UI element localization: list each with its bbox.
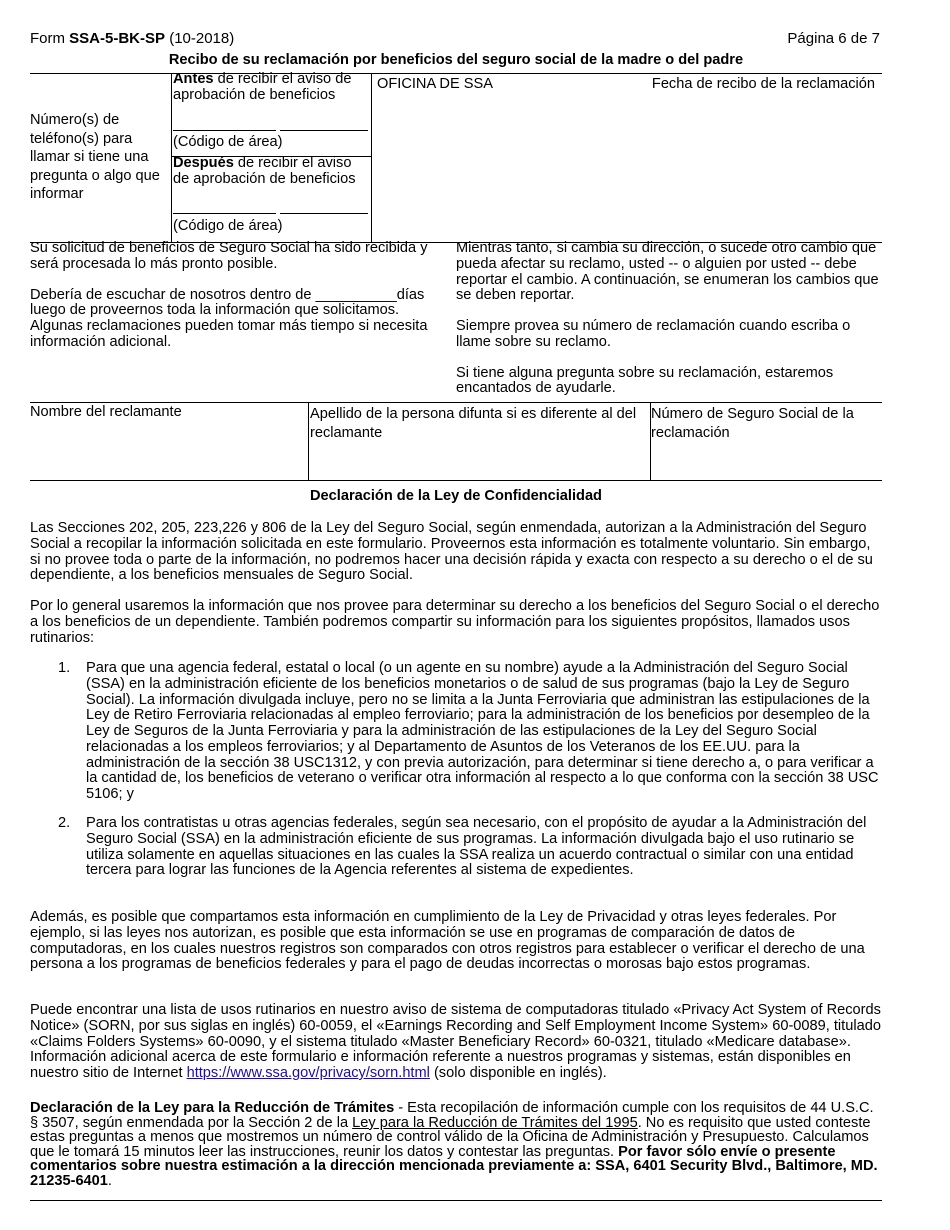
sorn-tail: (solo disponible en inglés).: [429, 1065, 607, 1081]
paperwork-text-2: . No es requisito que usted conteste estas preguntas a menos que mostremos un número de control válido de la Oficina de Administración y Presupuesto. Calculamos que le tomará 15 minutos leer las instrucciones, reunir los datos y contestar las preguntas.: [30, 1114, 871, 1160]
claimant-name-field[interactable]: [30, 405, 305, 421]
received-text: Su solicitud de beneficios de Seguro Social ha sido recibida y será procesada lo más pronto posible.: [30, 240, 428, 272]
list-number: 2.: [58, 815, 71, 831]
list-number: 1.: [58, 660, 71, 676]
phone-blank: [280, 200, 368, 214]
privacy-paragraph-2: Por lo general usaremos la información que nos provee para determinar su derecho a los beneficios del Seguro Social o el derecho a los beneficios de un dependiente. También podremos compartir su información para los siguientes propósitos, llamados usos rutinarios:: [30, 598, 880, 646]
questions-text: Si tiene alguna pregunta sobre su reclamación, estaremos encantados de ayudarle.: [456, 364, 834, 397]
form-prefix: Form: [30, 30, 70, 47]
area-code-label: (Código de área): [173, 134, 283, 150]
report-changes-text: Mientras tanto, si cambia su dirección, o sucede otro cambio que pueda afectar su reclamo, usted -- o alguien por usted -- debe reportar el cambio. A continuación, se enumeran los cambios que se deben reportar.: [456, 240, 879, 304]
before-label: [173, 72, 371, 104]
paperwork-law-link: Ley para la Reducción de Trámites del 1995: [352, 1114, 638, 1131]
divider: [30, 480, 882, 481]
claim-ssn-field[interactable]: [651, 405, 881, 442]
paperwork-address: Por favor sólo envíe o presente comentarios sobre nuestra estimación a la dirección mencionada previamente a: SSA, 6401 Security Blvd., Baltimore, MD. 21235-6401: [30, 1143, 878, 1189]
phone-blank: [280, 117, 368, 131]
phone-before-field[interactable]: [173, 117, 369, 131]
claim-ssn-label: Número de Seguro Social de la reclamación: [651, 406, 854, 441]
wait-days-text: Debería de escuchar de nosotros dentro de __________días luego de proveernos toda la información que solicitamos.: [30, 286, 425, 319]
sorn-text: Puede encontrar una lista de usos rutinarios en nuestro aviso de sistema de computadoras titulado «Privacy Act System of Records Notice» (SORN, por sus siglas en inglés) 60-0059, el «Earnings Recording and Self Employment Income System» 60-0089, titulado «Claims Folders Systems» 60-0090, y el sistema titulado «Master Beneficiary Record» 60-0321, titulado «Medicare database». Información adicional acerca de este formulario e información referente a nuestros programas y sistemas, están disponibles en nuestro sitio de Internet: [30, 1002, 881, 1081]
phone-after-field[interactable]: [173, 200, 369, 214]
before-rest: de recibir el aviso de aprobación de beneficios: [173, 71, 352, 103]
after-rest: de recibir el aviso de aprobación de beneficios: [173, 155, 356, 187]
privacy-paragraph-4: [30, 1003, 882, 1082]
area-code-blank: [173, 200, 276, 214]
privacy-heading: Declaración de la Ley de Confidencialidad: [310, 488, 602, 504]
deceased-surname-field[interactable]: [310, 405, 646, 442]
additional-info-text: Algunas reclamaciones pueden tomar más tiempo si necesita información adicional.: [30, 318, 428, 350]
paperwork-period: .: [107, 1172, 112, 1189]
area-code-label: (Código de área): [173, 218, 283, 234]
privacy-paragraph-1: Las Secciones 202, 205, 223,226 y 806 de la Ley del Seguro Social, según enmendada, autorizan a la Administración del Seguro Social a recopilar la información solicitada en este formulario. Proveernos esta información es totalmente voluntario. Sin embargo, si no provee toda o parte de la información, no podremos hacer una decisión rápida y exacta con respecto a su derecho o el de su dependiente, a los beneficios mensuales de Seguro Social.: [30, 520, 873, 584]
table-top-border: [30, 73, 882, 74]
sorn-link[interactable]: https://www.ssa.gov/privacy/sorn.html: [186, 1065, 430, 1081]
deceased-surname-label: Apellido de la persona difunta si es diferente al del reclamante: [310, 406, 637, 441]
page-number: Página 6 de 7: [787, 30, 880, 47]
area-code-blank: [173, 117, 276, 131]
privacy-paragraph-3: Además, es posible que compartamos esta información en cumplimiento de la Ley de Privacidad y otras leyes federales. Por ejemplo, si las leyes nos autorizan, es posible que esta información se use en programas de comparación de datos de computadoras, en los cuales nuestros registros son comparados con otros registros para establecer o verificar el derecho de una persona a los programas de beneficios federales y para el pago de deudas incorrectas o morosas bajo estos programas.: [30, 909, 865, 973]
footer-rule: [30, 1200, 882, 1201]
divider: [171, 73, 172, 243]
claim-number-text: Siempre provea su número de reclamación cuando escriba o llame sobre su reclamo.: [456, 318, 851, 350]
routine-use-item-2: Para los contratistas u otras agencias federales, según sea necesario, con el propósito de ayudar a la Administración del Seguro Social (SSA) en la administración eficiente de sus programas. La información divulgada bajo el uso rutinario se utiliza solamente en aquellas situaciones en las cuales la SSA realiza un acuerdo contractual o similar con una entidad tercera para lograr las funciones de la Agencia referentes al sistema de expedientes.: [86, 815, 867, 879]
ssa-office-label: OFICINA DE SSA: [377, 76, 493, 92]
divider: [371, 73, 372, 243]
paperwork-statement: [30, 1101, 882, 1189]
form-number: [30, 31, 234, 47]
divider: [30, 402, 882, 403]
after-label: [173, 156, 371, 188]
receipt-right-column: [456, 241, 882, 397]
form-date: (10-2018): [165, 30, 235, 47]
before-bold: Antes: [173, 71, 214, 87]
paperwork-heading: Declaración de la Ley para la Reducción de Trámites: [30, 1100, 395, 1116]
after-bold: Después: [173, 155, 234, 171]
receipt-date-label: Fecha de recibo de la reclamación: [651, 76, 875, 92]
claimant-name-label: Nombre del reclamante: [30, 404, 182, 420]
phone-label: Número(s) de teléfono(s) para llamar si tiene una pregunta o algo que informar: [30, 112, 160, 203]
receipt-title: Recibo de su reclamación por beneficios del seguro social de la madre o del padre: [168, 52, 744, 68]
receipt-left-column: [30, 241, 454, 351]
form-id: SSA-5-BK-SP: [69, 30, 166, 47]
routine-use-item-1: Para que una agencia federal, estatal o local (o un agente en su nombre) ayude a la Administración del Seguro Social (SSA) en la administración eficiente de los beneficios monetarios o de salud de sus programas (bajo la Ley de Seguro Social). La información divulgada incluye, pero no se limita a la Junta Ferroviaria que administran las estipulaciones de la Ley de Retiro Ferroviaria relacionadas al empleo ferroviario; para la administración de los beneficios por desempleo de la Ley de Seguros de la Junta Ferroviaria y para la administración de las estipulaciones de la Ley del Seguro Social relacionadas a los empleos ferroviarios; y al Departamento de Asuntos de los Veteranos de los EE.UU. para la administración de la sección 38 USC1312, y con previa autorización, para determinar si tiene derecho a, o para verificar a la cantidad de, los beneficios de veterano o verificar otra información al respecto a lo que conforma con la sección 38 USC 5106; y: [86, 660, 879, 802]
paperwork-text-1: - Esta recopilación de información cumple con los requisitos de 44 U.S.C. § 3507, según enmendada por la Sección 2 de la: [30, 1100, 874, 1131]
divider: [308, 402, 309, 480]
